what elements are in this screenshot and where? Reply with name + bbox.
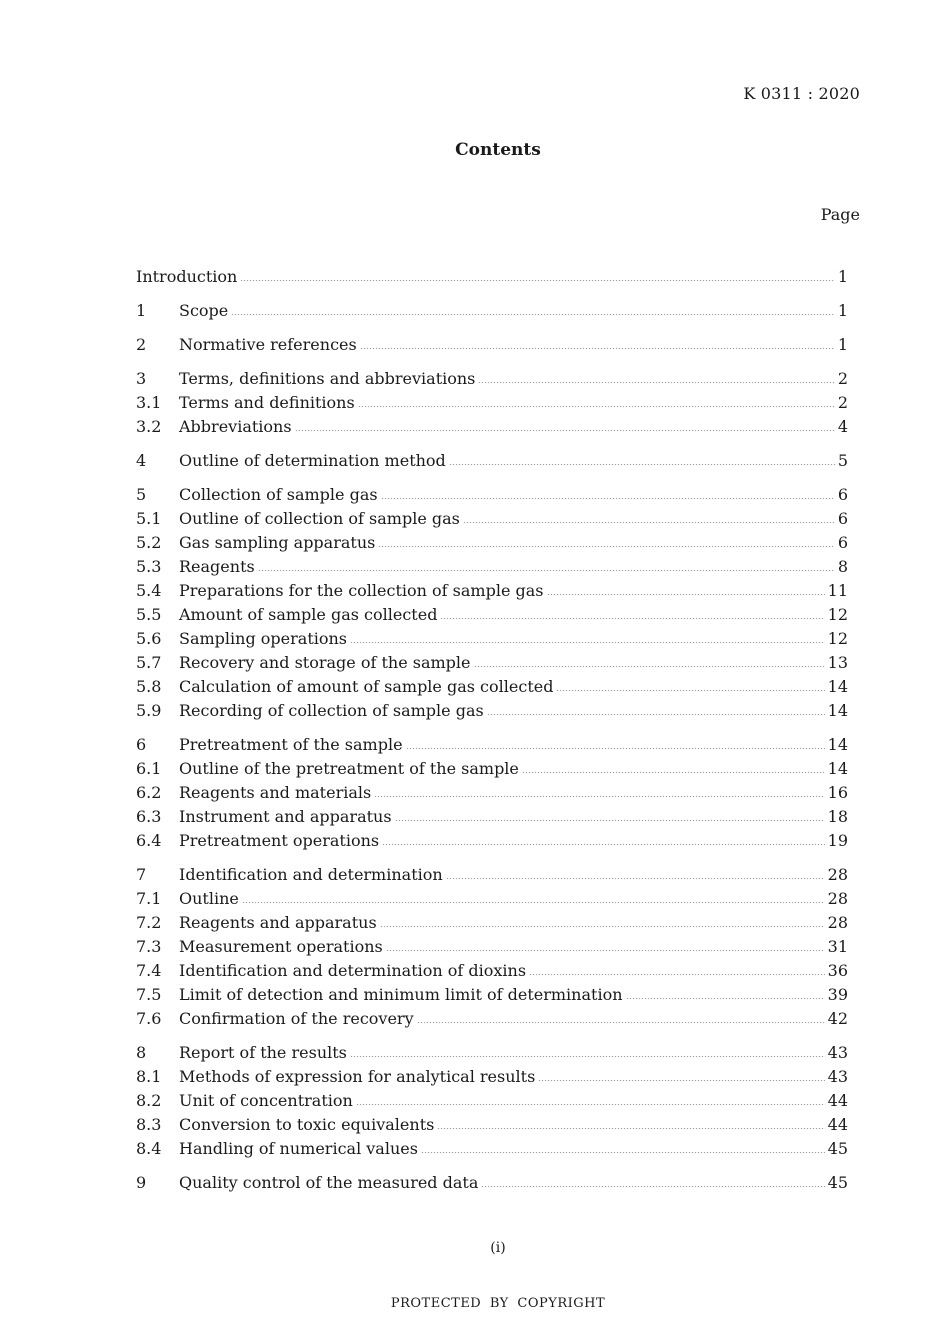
toc-entry-number: 6 — [136, 735, 147, 754]
dot-leader — [350, 642, 825, 643]
toc-entry-page: 1 — [837, 267, 848, 286]
toc-entry-title: Reagents and materials — [179, 783, 372, 802]
toc-entry-title: Reagents and apparatus — [179, 913, 377, 932]
toc-entry-number: 5.6 — [136, 629, 162, 648]
toc-entry[interactable] — [136, 983, 848, 1007]
toc-entry-page: 28 — [827, 865, 848, 884]
dot-leader — [231, 314, 835, 315]
toc-entry-title: Outline of the pretreatment of the sample — [179, 759, 519, 778]
dot-leader — [295, 430, 835, 431]
toc-entry-page: 8 — [837, 557, 848, 576]
toc-entry[interactable] — [136, 1137, 848, 1161]
toc-entry-page: 14 — [827, 677, 848, 696]
toc-entry[interactable] — [136, 603, 848, 627]
toc-entry-page: 44 — [827, 1091, 848, 1110]
toc-entry-title: Identification and determination — [179, 865, 443, 884]
toc-entry-title: Reagents — [179, 557, 255, 576]
toc-entry-number: 5.3 — [136, 557, 162, 576]
toc-entry-title: Gas sampling apparatus — [179, 533, 376, 552]
toc-entry-number: 7 — [136, 865, 147, 884]
dot-leader — [358, 406, 835, 407]
toc-entry-page: 12 — [827, 629, 848, 648]
toc-entry-number: 5.7 — [136, 653, 162, 672]
toc-entry[interactable] — [136, 675, 848, 699]
dot-leader — [378, 546, 834, 547]
dot-leader — [437, 1128, 824, 1129]
dot-leader — [556, 690, 824, 691]
footer-page-number: (i) — [490, 1240, 506, 1256]
toc-entry-title: Terms, definitions and abbreviations — [179, 369, 476, 388]
toc-entry-page: 12 — [827, 605, 848, 624]
toc-entry-page: 31 — [827, 937, 848, 956]
toc-entry[interactable] — [136, 959, 848, 983]
toc-entry-number: 6.2 — [136, 783, 162, 802]
toc-entry-number: 5.8 — [136, 677, 162, 696]
toc-entry-number: 4 — [136, 451, 147, 470]
toc-entry-number: 3.2 — [136, 417, 162, 436]
copyright-notice: PROTECTED BY COPYRIGHT — [390, 1296, 606, 1311]
dot-leader — [529, 974, 825, 975]
toc-entry[interactable] — [136, 1089, 848, 1113]
toc-entry-page: 45 — [827, 1139, 848, 1158]
toc-entry-title: Introduction — [136, 267, 238, 286]
toc-entry[interactable] — [136, 887, 848, 911]
toc-entry-number: 8.1 — [136, 1067, 162, 1086]
toc-entry[interactable] — [136, 781, 848, 805]
toc-entry-number: 7.4 — [136, 961, 162, 980]
dot-leader — [446, 878, 825, 879]
toc-entry[interactable] — [136, 333, 848, 357]
toc-entry-title: Sampling operations — [179, 629, 348, 648]
toc-entry-page: 45 — [827, 1173, 848, 1192]
toc-entry-number: 5.4 — [136, 581, 162, 600]
toc-entry-title: Recording of collection of sample gas — [179, 701, 484, 720]
toc-entry-title: Conversion to toxic equivalents — [179, 1115, 435, 1134]
toc-entry[interactable] — [136, 507, 848, 531]
document-id: K 0311 : 2020 — [743, 84, 860, 103]
dot-leader — [538, 1080, 824, 1081]
toc-entry-title: Amount of sample gas collected — [179, 605, 438, 624]
toc-entry-page: 28 — [827, 913, 848, 932]
toc-entry-page: 2 — [837, 393, 848, 412]
toc-entry-title: Pretreatment operations — [179, 831, 380, 850]
toc-entry-number: 8.4 — [136, 1139, 162, 1158]
toc-entry-page: 6 — [837, 485, 848, 504]
toc-entry-page: 43 — [827, 1067, 848, 1086]
toc-entry[interactable] — [136, 911, 848, 935]
toc-entry-page: 4 — [837, 417, 848, 436]
toc-entry-title: Normative references — [179, 335, 357, 354]
toc-entry[interactable] — [136, 555, 848, 579]
dot-leader — [478, 382, 834, 383]
dot-leader — [474, 666, 825, 667]
toc-entry-number: 5.9 — [136, 701, 162, 720]
toc-entry-number: 5 — [136, 485, 147, 504]
toc-entry[interactable] — [136, 863, 848, 887]
toc-entry-number: 9 — [136, 1173, 147, 1192]
toc-entry-page: 44 — [827, 1115, 848, 1134]
toc-entry[interactable] — [136, 699, 848, 723]
dot-leader — [449, 464, 835, 465]
dot-leader — [382, 844, 825, 845]
toc-entry-title: Outline — [179, 889, 239, 908]
toc-entry[interactable] — [136, 733, 848, 757]
toc-entry-title: Preparations for the collection of sample gas — [179, 581, 544, 600]
toc-entry-number: 7.2 — [136, 913, 162, 932]
toc-entry-page: 13 — [827, 653, 848, 672]
toc-entry[interactable] — [136, 391, 848, 415]
toc-entry[interactable] — [136, 579, 848, 603]
dot-leader — [381, 498, 835, 499]
dot-leader — [481, 1186, 824, 1187]
toc-entry-page: 42 — [827, 1009, 848, 1028]
toc-entry-number: 8.2 — [136, 1091, 162, 1110]
toc-entry[interactable] — [136, 367, 848, 391]
toc-entry[interactable] — [136, 805, 848, 829]
toc-entry-title: Recovery and storage of the sample — [179, 653, 471, 672]
toc-entry-number: 6.1 — [136, 759, 162, 778]
toc-entry-page: 36 — [827, 961, 848, 980]
dot-leader — [626, 998, 825, 999]
toc-entry-page: 18 — [827, 807, 848, 826]
dot-leader — [360, 348, 835, 349]
toc-entry-number: 2 — [136, 335, 147, 354]
dot-leader — [417, 1022, 825, 1023]
toc-entry-number: 7.6 — [136, 1009, 162, 1028]
toc-entry-page: 14 — [827, 735, 848, 754]
toc-entry[interactable] — [136, 1041, 848, 1065]
toc-entry-page: 1 — [837, 301, 848, 320]
page-column-heading: Page — [820, 205, 860, 224]
toc-entry-number: 7.3 — [136, 937, 162, 956]
toc-entry-number: 7.5 — [136, 985, 162, 1004]
toc-entry-number: 1 — [136, 301, 147, 320]
toc-entry-page: 16 — [827, 783, 848, 802]
toc-entry[interactable] — [136, 1113, 848, 1137]
dot-leader — [240, 280, 834, 281]
dot-leader — [406, 748, 825, 749]
toc-entry-title: Calculation of amount of sample gas collected — [179, 677, 554, 696]
toc-entry-number: 5.5 — [136, 605, 162, 624]
toc-entry-title: Pretreatment of the sample — [179, 735, 403, 754]
toc-entry[interactable] — [136, 1007, 848, 1031]
toc-entry[interactable] — [136, 415, 848, 439]
toc-entry-number: 6.3 — [136, 807, 162, 826]
toc-entry[interactable] — [136, 1065, 848, 1089]
toc-entry-title: Report of the results — [179, 1043, 347, 1062]
toc-entry[interactable] — [136, 627, 848, 651]
toc-entry[interactable] — [136, 1171, 848, 1195]
toc-entry-title: Outline of determination method — [179, 451, 446, 470]
dot-leader — [380, 926, 825, 927]
toc-entry-title: Terms and definitions — [179, 393, 355, 412]
toc-entry-page: 14 — [827, 759, 848, 778]
dot-leader — [440, 618, 824, 619]
toc-entry[interactable] — [136, 483, 848, 507]
toc-entry-title: Quality control of the measured data — [179, 1173, 479, 1192]
toc-entry-number: 3 — [136, 369, 147, 388]
dot-leader — [421, 1152, 825, 1153]
toc-entry-number: 3.1 — [136, 393, 162, 412]
toc-entry[interactable] — [136, 757, 848, 781]
dot-leader — [522, 772, 825, 773]
dot-leader — [463, 522, 835, 523]
toc-entry[interactable] — [136, 829, 848, 853]
toc-entry-page: 39 — [827, 985, 848, 1004]
dot-leader — [386, 950, 825, 951]
dot-leader — [242, 902, 825, 903]
dot-leader — [258, 570, 835, 571]
toc-entry-title: Unit of concentration — [179, 1091, 353, 1110]
dot-leader — [350, 1056, 825, 1057]
toc-entry-title: Scope — [179, 301, 229, 320]
toc-entry-page: 19 — [827, 831, 848, 850]
toc-entry-number: 8 — [136, 1043, 147, 1062]
toc-entry-number: 5.1 — [136, 509, 162, 528]
dot-leader — [356, 1104, 825, 1105]
toc-entry-number: 6.4 — [136, 831, 162, 850]
toc-entry-title: Handling of numerical values — [179, 1139, 418, 1158]
toc-entry-title: Collection of sample gas — [179, 485, 378, 504]
dot-leader — [374, 796, 824, 797]
toc-entry-page: 11 — [827, 581, 848, 600]
toc-entry[interactable] — [136, 265, 848, 289]
toc-entry-page: 43 — [827, 1043, 848, 1062]
toc-entry[interactable] — [136, 531, 848, 555]
toc-entry-number: 5.2 — [136, 533, 162, 552]
toc-entry-title: Measurement operations — [179, 937, 383, 956]
table-of-contents — [136, 265, 848, 1195]
toc-entry-title: Outline of collection of sample gas — [179, 509, 460, 528]
toc-entry-number: 7.1 — [136, 889, 162, 908]
toc-entry-page: 6 — [837, 533, 848, 552]
toc-entry-title: Instrument and apparatus — [179, 807, 392, 826]
toc-entry-title: Methods of expression for analytical results — [179, 1067, 536, 1086]
toc-entry-page: 6 — [837, 509, 848, 528]
toc-entry-title: Limit of detection and minimum limit of determination — [179, 985, 623, 1004]
dot-leader — [547, 594, 825, 595]
toc-entry-page: 28 — [827, 889, 848, 908]
toc-entry-page: 2 — [837, 369, 848, 388]
dot-leader — [487, 714, 825, 715]
toc-entry-title: Abbreviations — [179, 417, 292, 436]
toc-entry[interactable] — [136, 651, 848, 675]
toc-entry-number: 8.3 — [136, 1115, 162, 1134]
toc-entry-page: 5 — [837, 451, 848, 470]
toc-entry[interactable] — [136, 299, 848, 323]
toc-entry[interactable] — [136, 935, 848, 959]
toc-entry-title: Confirmation of the recovery — [179, 1009, 414, 1028]
toc-entry-title: Identification and determination of dioxins — [179, 961, 527, 980]
toc-entry-page: 1 — [837, 335, 848, 354]
toc-entry[interactable] — [136, 449, 848, 473]
dot-leader — [395, 820, 825, 821]
toc-entry-page: 14 — [827, 701, 848, 720]
page-title: Contents — [455, 140, 541, 160]
